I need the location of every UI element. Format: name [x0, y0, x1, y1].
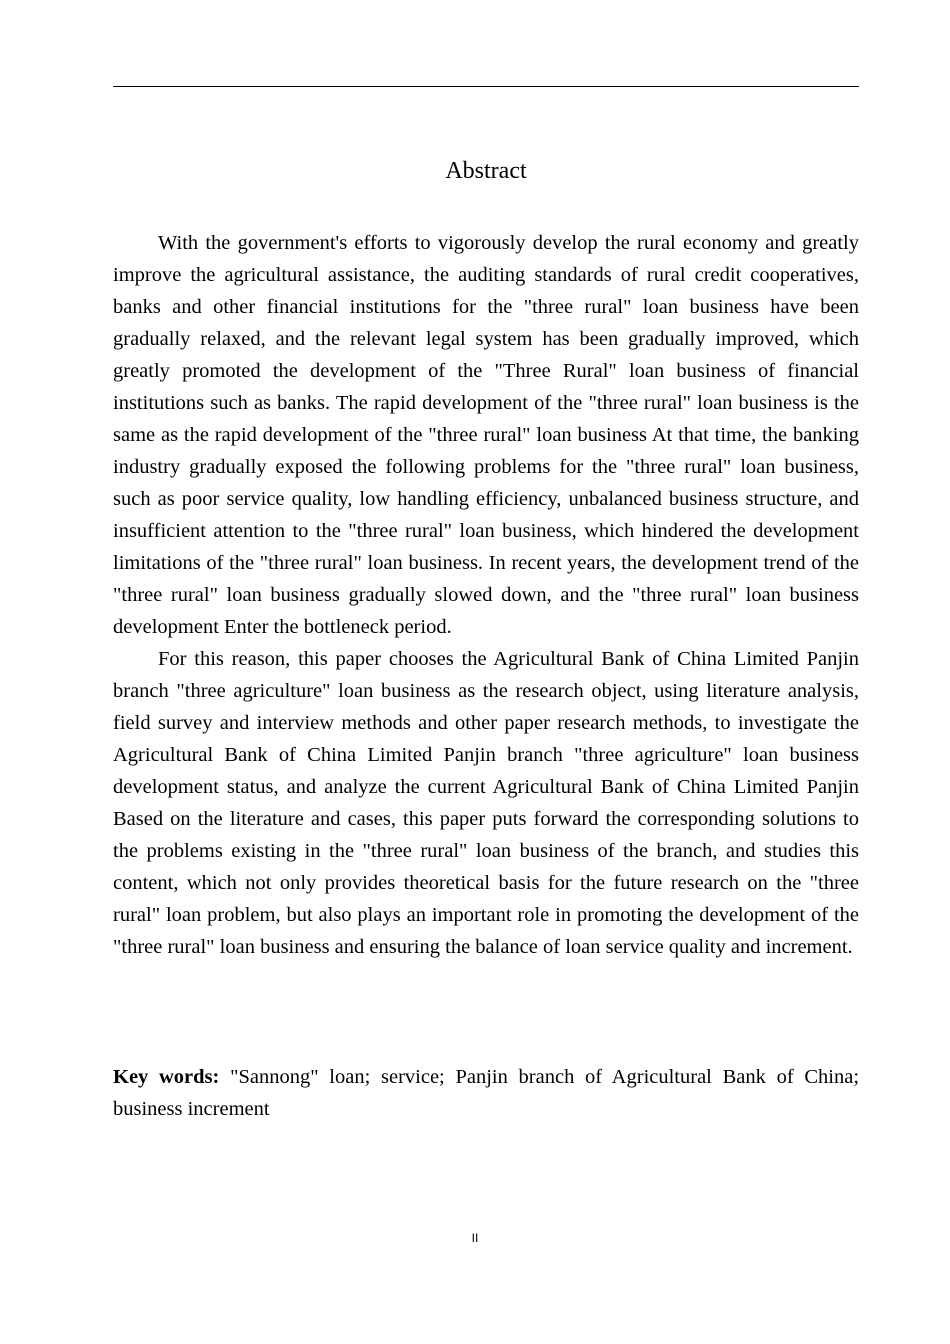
abstract-body	[113, 227, 859, 963]
header-rule	[113, 86, 859, 87]
page-title: Abstract	[445, 158, 527, 184]
keywords-line	[113, 1061, 859, 1125]
page-number: II	[471, 1231, 479, 1245]
abstract-paragraph-2: For this reason, this paper chooses the Agricultural Bank of China Limited Panjin branch "three agriculture" loan business as the research object, using literature analysis, field survey and interview methods and other paper research methods, to investigate the Agricultural Bank of China Limited Panjin branch "three agriculture" loan business development status, and analyze the current Agricultural Bank of China Limited Panjin Based on the literature and cases, this paper puts forward the corresponding solutions to the problems existing in the "three rural" loan business of the branch, and studies this content, which not only provides theoretical basis for the future research on the "three rural" loan problem, but also plays an important role in promoting the development of the "three rural" loan business and ensuring the balance of loan service quality and increment.	[113, 648, 859, 958]
abstract-paragraph-1: With the government's efforts to vigorously develop the rural economy and greatly improve the agricultural assistance, the auditing standards of rural credit cooperatives, banks and other financial institutions for the "three rural" loan business have been gradually relaxed, and the relevant legal system has been gradually improved, which greatly promoted the development of the "Three Rural" loan business of financial institutions such as banks. The rapid development of the "three rural" loan business is the same as the rapid development of the "three rural" loan business At that time, the banking industry gradually exposed the following problems for the "three rural" loan business, such as poor service quality, low handling efficiency, unbalanced business structure, and insufficient attention to the "three rural" loan business, which hindered the development limitations of the "three rural" loan business. In recent years, the development trend of the "three rural" loan business gradually slowed down, and the "three rural" loan business development Enter the bottleneck period.	[113, 232, 859, 638]
keywords-label: Key words:	[113, 1066, 220, 1088]
keywords-text: "Sannong" loan; service; Panjin branch of Agricultural Bank of China; business increment	[113, 1066, 860, 1120]
